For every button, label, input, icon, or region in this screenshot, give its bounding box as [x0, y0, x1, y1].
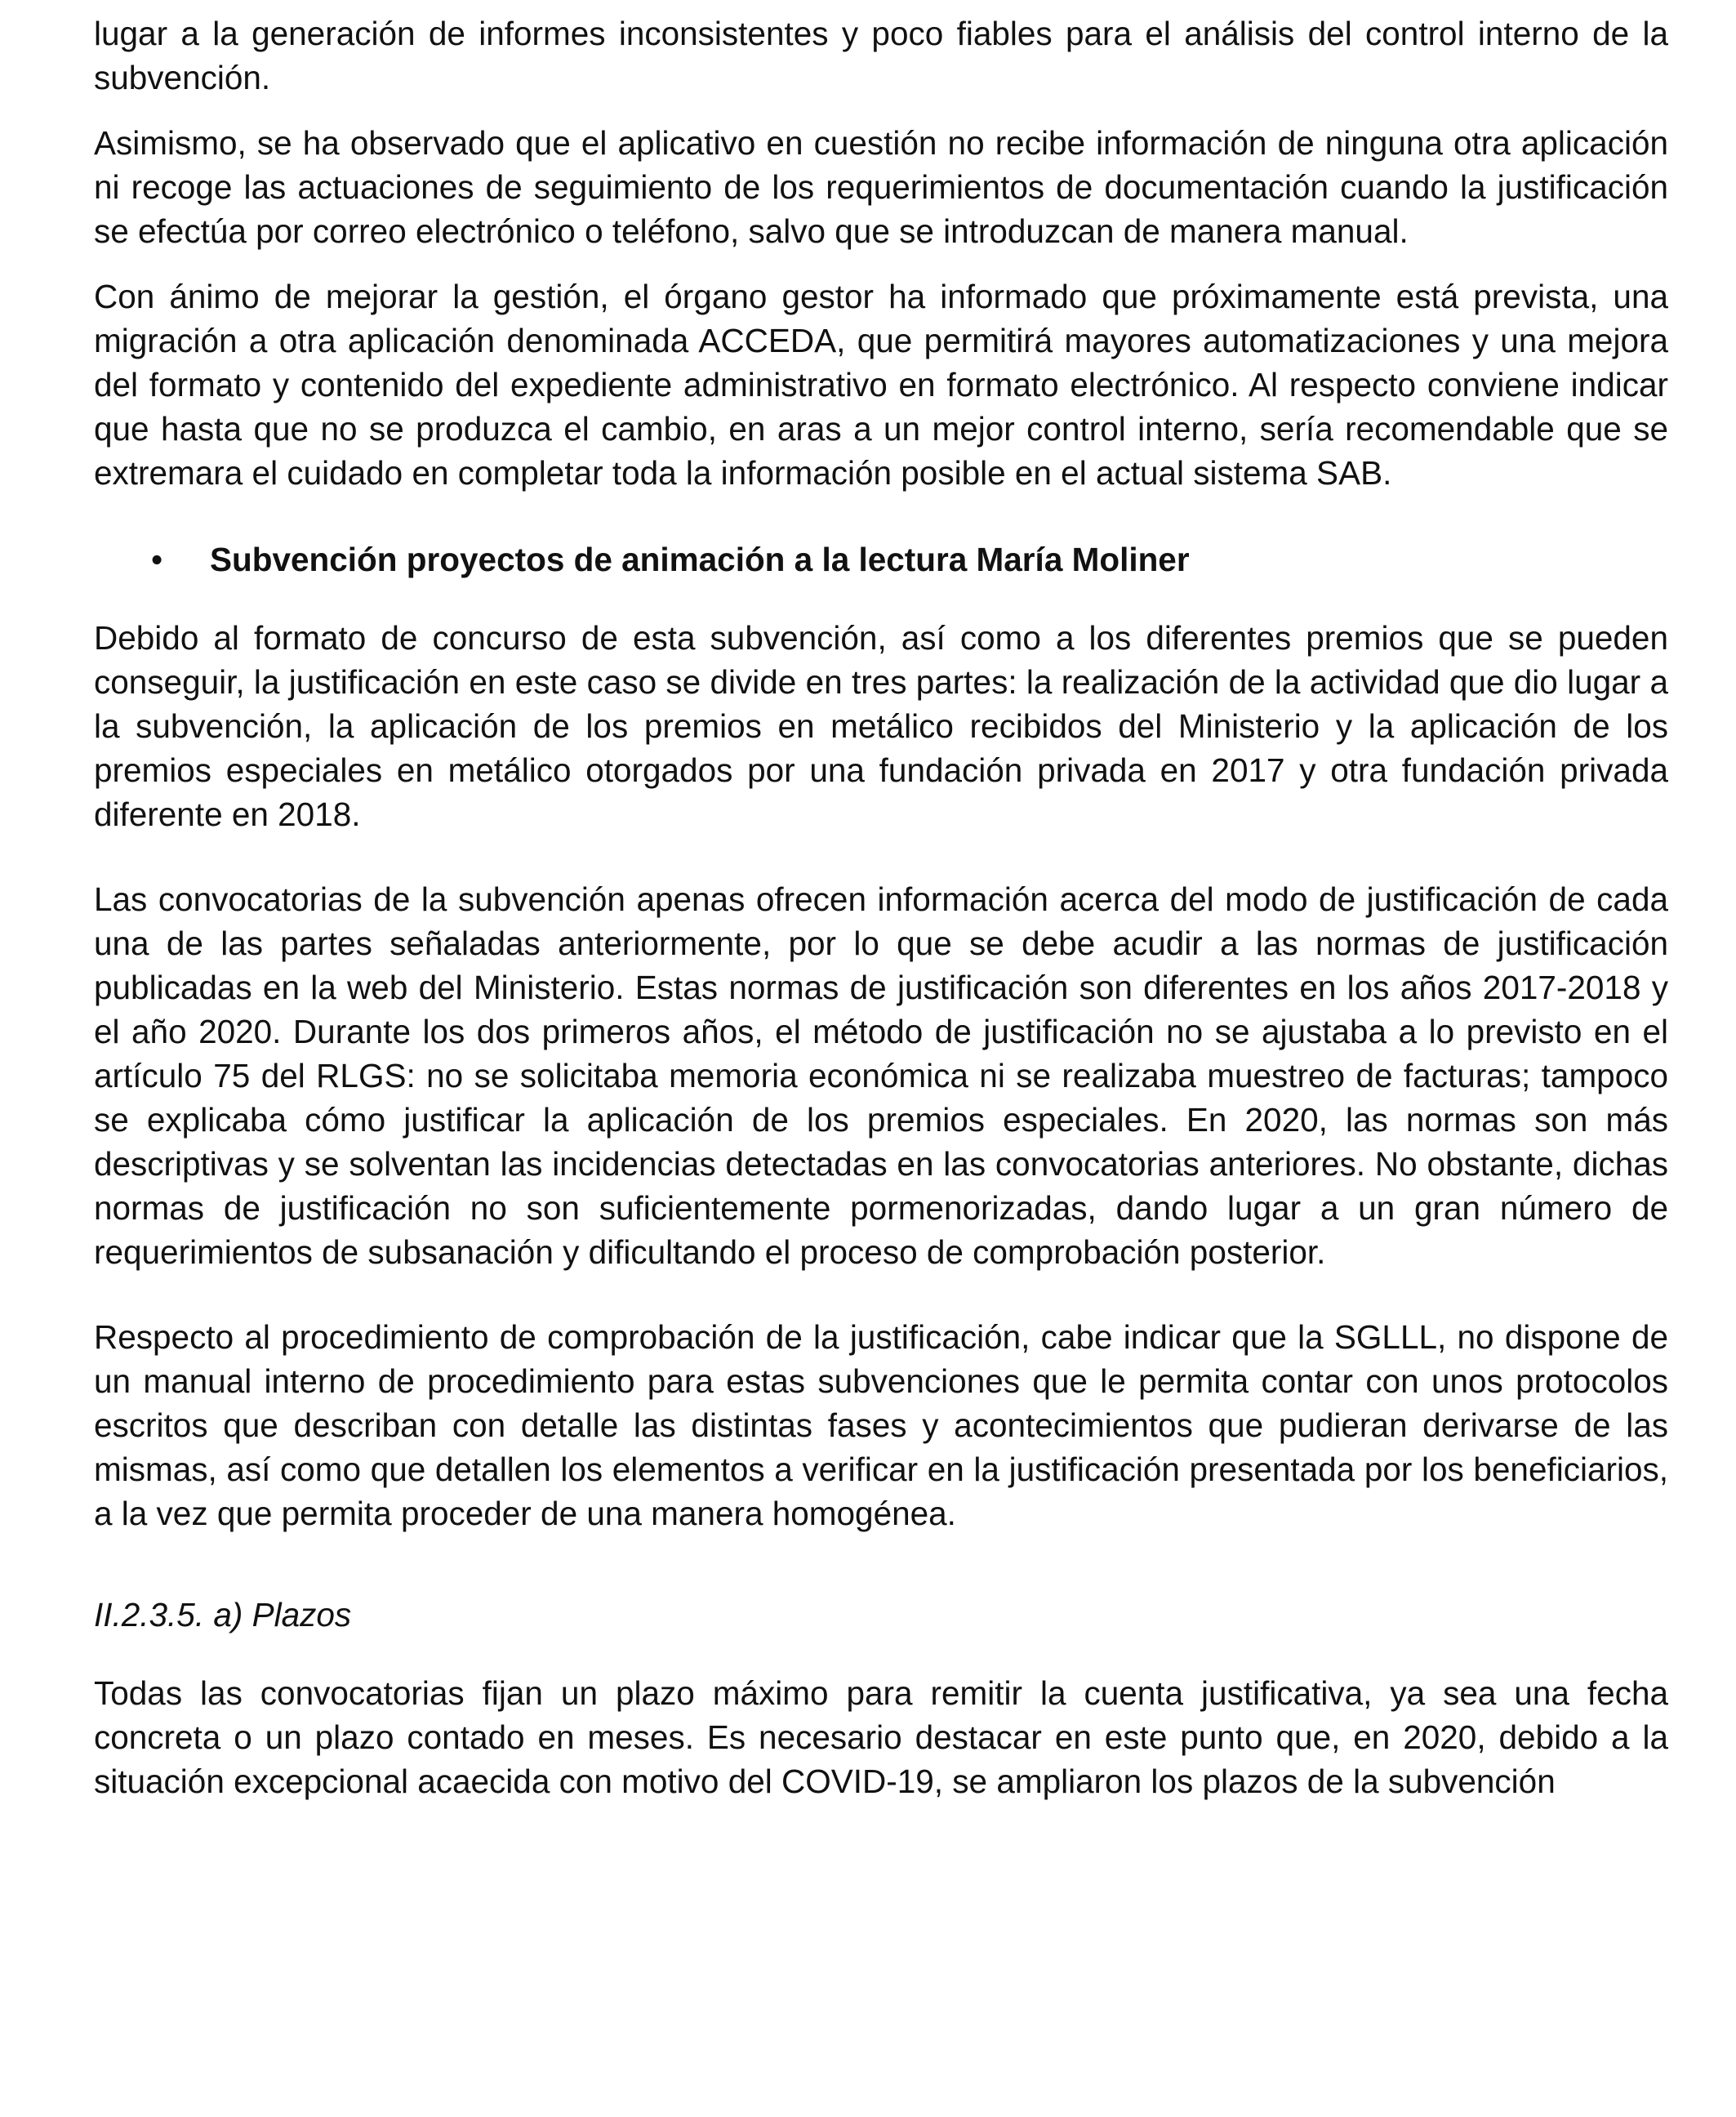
- paragraph-deadlines: Todas las convocatorias fijan un plazo máximo para remitir la cuenta justificativa, ya sea una fecha concreta o un plazo contado en meses. Es necesario destacar en este punto que, en 2020, debido a la situación excepcional acaecida con motivo del COVID-19, se ampliaron los plazos de la subvención: [94, 1674, 1668, 1800]
- bullet-heading: Subvención proyectos de animación a la lectura María Moliner: [210, 541, 1190, 578]
- bullet-icon: •: [151, 541, 163, 578]
- paragraph-procedure-manual: Respecto al procedimiento de comprobación de la justificación, cabe indicar que la SGLLL, no dispone de un manual interno de procedimiento para estas subvenciones que le permita contar con unos protocolos escritos que describan con detalle las distintas fases y acontecimientos que pudieran derivarse de las mismas, así como que detallen los elementos a verificar en la justificación presentada por los beneficiarios, a la vez que permita proceder de una manera homogénea.: [94, 1318, 1668, 1532]
- bullet-item-maria-moliner: [94, 537, 1668, 582]
- paragraph-justification-rules: Las convocatorias de la subvención apenas ofrecen información acerca del modo de justificación de cada una de las partes señaladas anteriormente, por lo que se debe acudir a las normas de justificación publicadas en la web del Ministerio. Estas normas de justificación son diferentes en los años 2017-2018 y el año 2020. Durante los dos primeros años, el método de justificación no se ajustaba a lo previsto en el artículo 75 del RLGS: no se solicitaba memoria económica ni se realizaba muestreo de facturas; tampoco se explicaba cómo justificar la aplicación de los premios especiales. En 2020, las normas son más descriptivas y se solventan las incidencias detectadas en las convocatorias anteriores. No obstante, dichas normas de justificación no son suficientemente pormenorizadas, dando lugar a un gran número de requerimientos de subsanación y dificultando el proceso de comprobación posterior.: [94, 880, 1668, 1271]
- paragraph-acceda-migration: Con ánimo de mejorar la gestión, el órgano gestor ha informado que próximamente está prevista, una migración a otra aplicación denominada ACCEDA, que permitirá mayores automatizaciones y una mejora del formato y contenido del expediente administrativo en formato electrónico. Al respecto conviene indicar que hasta que no se produzca el cambio, en aras a un mejor control interno, sería recomendable que se extremara el cuidado en completar toda la información posible en el actual sistema SAB.: [94, 278, 1668, 492]
- paragraph-continuation: lugar a la generación de informes inconsistentes y poco fiables para el análisis del control interno de la subvención.: [94, 15, 1668, 96]
- document-page: [94, 11, 1668, 1803]
- section-subheading: II.2.3.5. a) Plazos: [94, 1596, 352, 1633]
- paragraph-sab-application: Asimismo, se ha observado que el aplicativo en cuestión no recibe información de ninguna otra aplicación ni recoge las actuaciones de seguimiento de los requerimientos de documentación cuando la justificación se efectúa por correo electrónico o teléfono, salvo que se introduzcan de manera manual.: [94, 124, 1668, 250]
- paragraph-contest-format: Debido al formato de concurso de esta subvención, así como a los diferentes premios que se pueden conseguir, la justificación en este caso se divide en tres partes: la realización de la actividad que dio lugar a la subvención, la aplicación de los premios en metálico recibidos del Ministerio y la aplicación de los premios especiales en metálico otorgados por una fundación privada en 2017 y otra fundación privada diferente en 2018.: [94, 619, 1668, 833]
